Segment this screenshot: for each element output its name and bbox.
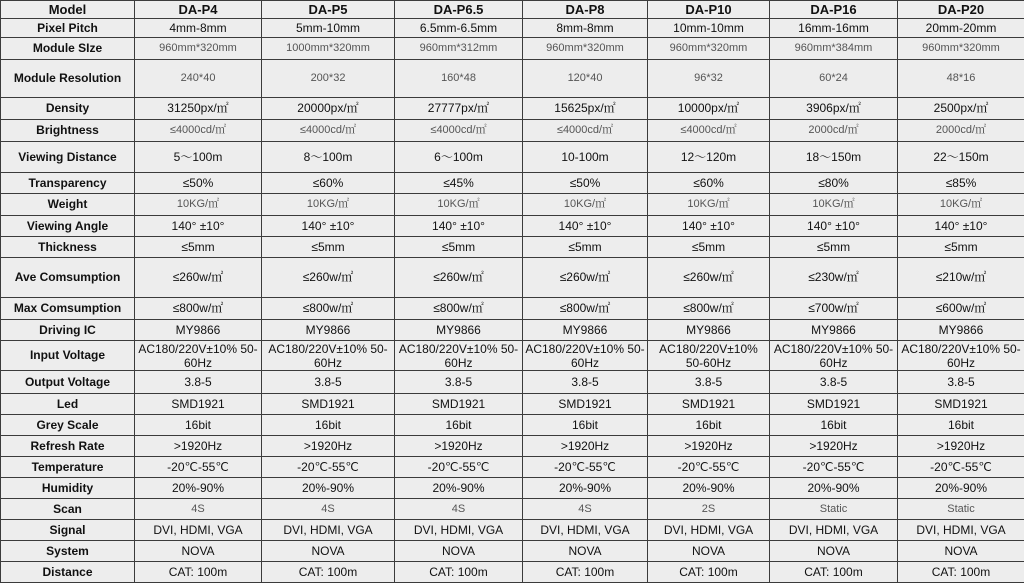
spec-cell: AC180/220V±10% 50-60Hz — [523, 341, 648, 371]
spec-cell: MY9866 — [648, 320, 770, 341]
header-model-da-p10: DA-P10 — [648, 1, 770, 19]
spec-cell: AC180/220V±10% 50-60Hz — [898, 341, 1024, 371]
spec-cell: 2000cd/㎡ — [898, 120, 1024, 142]
spec-cell: ≤260w/㎡ — [523, 258, 648, 298]
spec-cell: 22～150m — [898, 142, 1024, 173]
spec-cell: CAT: 100m — [523, 562, 648, 583]
spec-cell: ≤700w/㎡ — [770, 298, 898, 320]
spec-cell: 160*48 — [395, 60, 523, 98]
spec-cell: 10KG/㎡ — [262, 194, 395, 216]
spec-cell: 16bit — [898, 415, 1024, 436]
spec-cell: DVI, HDMI, VGA — [523, 520, 648, 541]
spec-cell: -20℃-55℃ — [898, 457, 1024, 478]
spec-cell: -20℃-55℃ — [135, 457, 262, 478]
spec-cell: DVI, HDMI, VGA — [898, 520, 1024, 541]
spec-cell: NOVA — [648, 541, 770, 562]
spec-row-module-size — [1, 38, 1024, 60]
spec-cell: ≤5mm — [395, 237, 523, 258]
row-label: Output Voltage — [1, 371, 135, 394]
spec-cell: 10KG/㎡ — [523, 194, 648, 216]
spec-cell: >1920Hz — [262, 436, 395, 457]
row-label: Signal — [1, 520, 135, 541]
spec-cell: DVI, HDMI, VGA — [135, 520, 262, 541]
spec-cell: 20%-90% — [898, 478, 1024, 499]
spec-cell: MY9866 — [262, 320, 395, 341]
spec-cell: ≤80% — [770, 173, 898, 194]
row-label: Max Comsumption — [1, 298, 135, 320]
row-label: Density — [1, 98, 135, 120]
spec-cell: ≤260w/㎡ — [648, 258, 770, 298]
spec-cell: 140° ±10° — [898, 216, 1024, 237]
spec-cell: 2000cd/㎡ — [770, 120, 898, 142]
spec-cell: CAT: 100m — [648, 562, 770, 583]
spec-cell: 3906px/㎡ — [770, 98, 898, 120]
spec-cell: >1920Hz — [648, 436, 770, 457]
spec-row-output-voltage — [1, 371, 1024, 394]
spec-cell: 60*24 — [770, 60, 898, 98]
spec-cell: 10KG/㎡ — [648, 194, 770, 216]
spec-cell: ≤260w/㎡ — [135, 258, 262, 298]
spec-cell: ≤85% — [898, 173, 1024, 194]
spec-cell: 3.8-5 — [898, 371, 1024, 394]
spec-cell: >1920Hz — [395, 436, 523, 457]
spec-cell: 18～150m — [770, 142, 898, 173]
spec-cell: 10000px/㎡ — [648, 98, 770, 120]
spec-cell: DVI, HDMI, VGA — [648, 520, 770, 541]
spec-cell: 16bit — [523, 415, 648, 436]
spec-cell: 16bit — [648, 415, 770, 436]
spec-cell: ≤5mm — [523, 237, 648, 258]
spec-cell: -20℃-55℃ — [262, 457, 395, 478]
spec-row-led — [1, 394, 1024, 415]
spec-row-distance — [1, 562, 1024, 583]
header-model-label: Model — [1, 1, 135, 19]
spec-row-module-resolution — [1, 60, 1024, 98]
spec-cell: NOVA — [898, 541, 1024, 562]
spec-row-density — [1, 98, 1024, 120]
row-label: Driving IC — [1, 320, 135, 341]
row-label: Distance — [1, 562, 135, 583]
spec-cell: ≤5mm — [262, 237, 395, 258]
spec-cell: SMD1921 — [770, 394, 898, 415]
spec-cell: SMD1921 — [262, 394, 395, 415]
spec-cell: ≤4000cd/㎡ — [648, 120, 770, 142]
spec-cell: NOVA — [523, 541, 648, 562]
spec-cell: ≤800w/㎡ — [395, 298, 523, 320]
row-label: Ave Comsumption — [1, 258, 135, 298]
spec-cell: -20℃-55℃ — [395, 457, 523, 478]
spec-cell: 960mm*320mm — [648, 38, 770, 60]
spec-cell: ≤50% — [523, 173, 648, 194]
spec-row-input-voltage — [1, 341, 1024, 371]
spec-cell: AC180/220V±10% 50-60Hz — [135, 341, 262, 371]
spec-cell: 2500px/㎡ — [898, 98, 1024, 120]
spec-cell: -20℃-55℃ — [523, 457, 648, 478]
spec-cell: NOVA — [135, 541, 262, 562]
spec-cell: AC180/220V±10% 50-60Hz — [262, 341, 395, 371]
spec-cell: 120*40 — [523, 60, 648, 98]
row-label: System — [1, 541, 135, 562]
spec-cell: 3.8-5 — [395, 371, 523, 394]
row-label: Viewing Distance — [1, 142, 135, 173]
spec-cell: CAT: 100m — [135, 562, 262, 583]
spec-cell: -20℃-55℃ — [770, 457, 898, 478]
spec-row-thickness — [1, 237, 1024, 258]
spec-cell: 27777px/㎡ — [395, 98, 523, 120]
spec-cell: 96*32 — [648, 60, 770, 98]
spec-cell: ≤60% — [648, 173, 770, 194]
spec-cell: NOVA — [262, 541, 395, 562]
spec-row-brightness — [1, 120, 1024, 142]
header-model-da-p8: DA-P8 — [523, 1, 648, 19]
spec-cell: CAT: 100m — [898, 562, 1024, 583]
spec-cell: Static — [770, 499, 898, 520]
header-model-da-p16: DA-P16 — [770, 1, 898, 19]
spec-row-max-comsumption — [1, 298, 1024, 320]
spec-cell: 4mm-8mm — [135, 19, 262, 38]
spec-cell: 16bit — [395, 415, 523, 436]
spec-cell: ≤210w/㎡ — [898, 258, 1024, 298]
spec-cell: 960mm*384mm — [770, 38, 898, 60]
spec-cell: 20%-90% — [395, 478, 523, 499]
row-label: Module Resolution — [1, 60, 135, 98]
spec-cell: ≤4000cd/㎡ — [395, 120, 523, 142]
row-label: Thickness — [1, 237, 135, 258]
spec-row-pixel-pitch — [1, 19, 1024, 38]
spec-cell: SMD1921 — [395, 394, 523, 415]
spec-cell: 20%-90% — [262, 478, 395, 499]
spec-cell: 4S — [262, 499, 395, 520]
spec-cell: 10KG/㎡ — [770, 194, 898, 216]
row-label: Humidity — [1, 478, 135, 499]
spec-cell: SMD1921 — [135, 394, 262, 415]
spec-cell: 20000px/㎡ — [262, 98, 395, 120]
spec-cell: MY9866 — [898, 320, 1024, 341]
header-model-da-p20: DA-P20 — [898, 1, 1024, 19]
spec-cell: ≤5mm — [135, 237, 262, 258]
row-label: Transparency — [1, 173, 135, 194]
header-row — [1, 1, 1024, 19]
spec-cell: 4S — [523, 499, 648, 520]
spec-cell: ≤45% — [395, 173, 523, 194]
spec-cell: ≤800w/㎡ — [262, 298, 395, 320]
spec-cell: 10mm-10mm — [648, 19, 770, 38]
spec-cell: 140° ±10° — [262, 216, 395, 237]
row-label: Pixel Pitch — [1, 19, 135, 38]
spec-row-weight — [1, 194, 1024, 216]
spec-cell: 20%-90% — [135, 478, 262, 499]
spec-cell: SMD1921 — [898, 394, 1024, 415]
spec-cell: ≤800w/㎡ — [523, 298, 648, 320]
spec-cell: MY9866 — [395, 320, 523, 341]
spec-cell: >1920Hz — [898, 436, 1024, 457]
spec-cell: 15625px/㎡ — [523, 98, 648, 120]
spec-cell: 140° ±10° — [648, 216, 770, 237]
spec-cell: 20%-90% — [648, 478, 770, 499]
spec-cell: ≤600w/㎡ — [898, 298, 1024, 320]
spec-cell: ≤260w/㎡ — [262, 258, 395, 298]
spec-cell: MY9866 — [135, 320, 262, 341]
row-label: Scan — [1, 499, 135, 520]
row-label: Refresh Rate — [1, 436, 135, 457]
spec-cell: 960mm*312mm — [395, 38, 523, 60]
spec-cell: ≤5mm — [770, 237, 898, 258]
spec-row-grey-scale — [1, 415, 1024, 436]
spec-cell: >1920Hz — [523, 436, 648, 457]
spec-body — [1, 19, 1024, 583]
spec-cell: 16bit — [135, 415, 262, 436]
spec-cell: ≤4000cd/㎡ — [262, 120, 395, 142]
spec-cell: ≤800w/㎡ — [135, 298, 262, 320]
spec-cell: ≤230w/㎡ — [770, 258, 898, 298]
spec-cell: CAT: 100m — [770, 562, 898, 583]
spec-cell: 140° ±10° — [770, 216, 898, 237]
spec-cell: 240*40 — [135, 60, 262, 98]
spec-cell: 5～100m — [135, 142, 262, 173]
spec-cell: ≤4000cd/㎡ — [135, 120, 262, 142]
spec-cell: DVI, HDMI, VGA — [395, 520, 523, 541]
spec-cell: >1920Hz — [770, 436, 898, 457]
spec-cell: 10KG/㎡ — [395, 194, 523, 216]
spec-cell: ≤5mm — [648, 237, 770, 258]
row-label: Brightness — [1, 120, 135, 142]
spec-cell: >1920Hz — [135, 436, 262, 457]
spec-cell: 3.8-5 — [262, 371, 395, 394]
spec-cell: AC180/220V±10% 50-60Hz — [395, 341, 523, 371]
spec-cell: 8～100m — [262, 142, 395, 173]
spec-cell: ≤800w/㎡ — [648, 298, 770, 320]
spec-cell: 4S — [135, 499, 262, 520]
spec-row-signal — [1, 520, 1024, 541]
spec-cell: 140° ±10° — [523, 216, 648, 237]
row-label: Weight — [1, 194, 135, 216]
spec-cell: 960mm*320mm — [135, 38, 262, 60]
row-label: Temperature — [1, 457, 135, 478]
spec-cell: ≤60% — [262, 173, 395, 194]
spec-cell: 10KG/㎡ — [898, 194, 1024, 216]
spec-cell: 10KG/㎡ — [135, 194, 262, 216]
row-label: Input Voltage — [1, 341, 135, 371]
spec-cell: 2S — [648, 499, 770, 520]
spec-cell: 960mm*320mm — [898, 38, 1024, 60]
spec-cell: DVI, HDMI, VGA — [770, 520, 898, 541]
spec-cell: AC180/220V±10% 50-60Hz — [648, 341, 770, 371]
spec-cell: 140° ±10° — [395, 216, 523, 237]
spec-row-system — [1, 541, 1024, 562]
spec-row-scan — [1, 499, 1024, 520]
spec-row-humidity — [1, 478, 1024, 499]
spec-cell: NOVA — [395, 541, 523, 562]
spec-cell: ≤5mm — [898, 237, 1024, 258]
spec-cell: SMD1921 — [648, 394, 770, 415]
spec-cell: CAT: 100m — [395, 562, 523, 583]
header-model-da-p5: DA-P5 — [262, 1, 395, 19]
spec-cell: 6～100m — [395, 142, 523, 173]
spec-row-refresh-rate — [1, 436, 1024, 457]
spec-cell: DVI, HDMI, VGA — [262, 520, 395, 541]
row-label: Led — [1, 394, 135, 415]
spec-row-temperature — [1, 457, 1024, 478]
spec-cell: 20mm-20mm — [898, 19, 1024, 38]
header-model-da-p6-5: DA-P6.5 — [395, 1, 523, 19]
spec-cell: NOVA — [770, 541, 898, 562]
spec-row-ave-comsumption — [1, 258, 1024, 298]
spec-cell: 16bit — [262, 415, 395, 436]
spec-cell: 48*16 — [898, 60, 1024, 98]
spec-cell: 5mm-10mm — [262, 19, 395, 38]
spec-cell: AC180/220V±10% 50-60Hz — [770, 341, 898, 371]
spec-cell: 12～120m — [648, 142, 770, 173]
row-label: Module SIze — [1, 38, 135, 60]
spec-cell: 20%-90% — [770, 478, 898, 499]
spec-cell: 6.5mm-6.5mm — [395, 19, 523, 38]
row-label: Viewing Angle — [1, 216, 135, 237]
spec-cell: ≤50% — [135, 173, 262, 194]
spec-row-viewing-angle — [1, 216, 1024, 237]
spec-cell: 10-100m — [523, 142, 648, 173]
spec-cell: 16mm-16mm — [770, 19, 898, 38]
spec-cell: 960mm*320mm — [523, 38, 648, 60]
spec-row-transparency — [1, 173, 1024, 194]
spec-cell: 4S — [395, 499, 523, 520]
spec-cell: 31250px/㎡ — [135, 98, 262, 120]
spec-cell: 1000mm*320mm — [262, 38, 395, 60]
spec-cell: 3.8-5 — [648, 371, 770, 394]
spec-cell: CAT: 100m — [262, 562, 395, 583]
spec-cell: MY9866 — [523, 320, 648, 341]
spec-cell: ≤4000cd/㎡ — [523, 120, 648, 142]
header-model-da-p4: DA-P4 — [135, 1, 262, 19]
spec-cell: 8mm-8mm — [523, 19, 648, 38]
spec-cell: Static — [898, 499, 1024, 520]
spec-row-viewing-distance — [1, 142, 1024, 173]
spec-cell: 3.8-5 — [135, 371, 262, 394]
spec-cell: 20%-90% — [523, 478, 648, 499]
spec-cell: 3.8-5 — [770, 371, 898, 394]
spec-cell: 16bit — [770, 415, 898, 436]
spec-row-driving-ic — [1, 320, 1024, 341]
row-label: Grey Scale — [1, 415, 135, 436]
spec-cell: 200*32 — [262, 60, 395, 98]
spec-cell: ≤260w/㎡ — [395, 258, 523, 298]
spec-cell: 3.8-5 — [523, 371, 648, 394]
spec-cell: SMD1921 — [523, 394, 648, 415]
spec-cell: 140° ±10° — [135, 216, 262, 237]
spec-cell: -20℃-55℃ — [648, 457, 770, 478]
spec-cell: MY9866 — [770, 320, 898, 341]
